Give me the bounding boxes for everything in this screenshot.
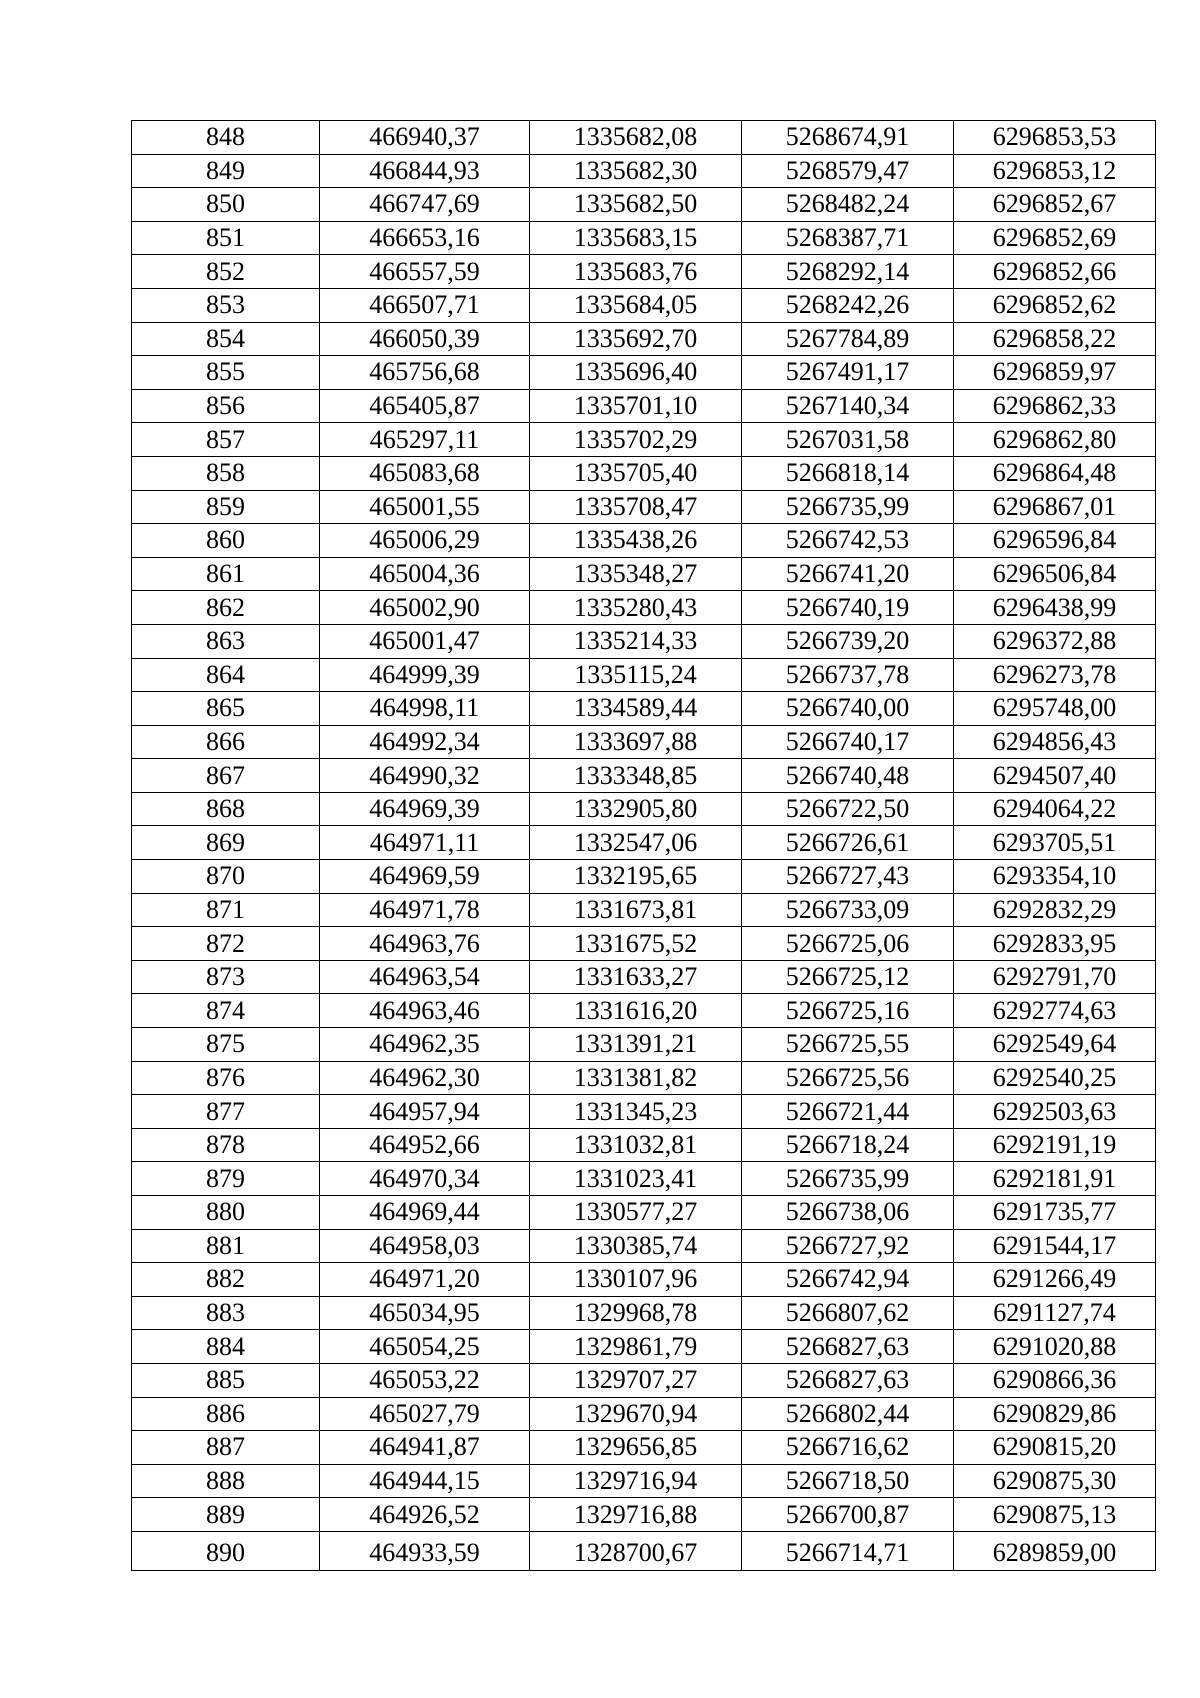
point-number-cell: 888 <box>132 1464 320 1498</box>
point-number-cell: 886 <box>132 1397 320 1431</box>
coord-b-cell: 1335348,27 <box>530 557 742 591</box>
coord-c-cell: 5266735,99 <box>742 1162 954 1196</box>
coord-c-cell: 5266802,44 <box>742 1397 954 1431</box>
table-row <box>132 860 1156 894</box>
coord-b-cell: 1335702,29 <box>530 423 742 457</box>
coord-a-cell: 465756,68 <box>320 356 530 390</box>
coord-b-cell: 1331391,21 <box>530 1028 742 1062</box>
table-row <box>132 658 1156 692</box>
table-row <box>132 154 1156 188</box>
point-number-cell: 884 <box>132 1330 320 1364</box>
table-row <box>132 1263 1156 1297</box>
coord-a-cell: 465083,68 <box>320 456 530 490</box>
coord-b-cell: 1330107,96 <box>530 1263 742 1297</box>
coord-b-cell: 1335708,47 <box>530 490 742 524</box>
table-row <box>132 1028 1156 1062</box>
coord-b-cell: 1330577,27 <box>530 1196 742 1230</box>
coord-b-cell: 1335438,26 <box>530 524 742 558</box>
coord-d-cell: 6296273,78 <box>954 658 1156 692</box>
coord-d-cell: 6292774,63 <box>954 994 1156 1028</box>
coord-b-cell: 1334589,44 <box>530 692 742 726</box>
coord-a-cell: 464963,76 <box>320 927 530 961</box>
coord-d-cell: 6296372,88 <box>954 624 1156 658</box>
coord-c-cell: 5266725,06 <box>742 927 954 961</box>
coord-b-cell: 1331616,20 <box>530 994 742 1028</box>
coord-b-cell: 1331023,41 <box>530 1162 742 1196</box>
coord-b-cell: 1331675,52 <box>530 927 742 961</box>
table-row <box>132 288 1156 322</box>
coord-a-cell: 464969,59 <box>320 860 530 894</box>
coord-d-cell: 6296859,97 <box>954 356 1156 390</box>
coord-d-cell: 6289859,00 <box>954 1531 1156 1570</box>
coord-c-cell: 5267491,17 <box>742 356 954 390</box>
point-number-cell: 855 <box>132 356 320 390</box>
table-row <box>132 221 1156 255</box>
coord-c-cell: 5266818,14 <box>742 456 954 490</box>
coord-c-cell: 5266716,62 <box>742 1431 954 1465</box>
table-row <box>132 692 1156 726</box>
coord-d-cell: 6291266,49 <box>954 1263 1156 1297</box>
table-row <box>132 725 1156 759</box>
coord-d-cell: 6291020,88 <box>954 1330 1156 1364</box>
coord-a-cell: 464952,66 <box>320 1128 530 1162</box>
point-number-cell: 871 <box>132 893 320 927</box>
coord-a-cell: 465054,25 <box>320 1330 530 1364</box>
coord-c-cell: 5266718,24 <box>742 1128 954 1162</box>
table-row <box>132 255 1156 289</box>
table-row <box>132 1095 1156 1129</box>
coord-b-cell: 1332195,65 <box>530 860 742 894</box>
point-number-cell: 848 <box>132 121 320 155</box>
coord-b-cell: 1329670,94 <box>530 1397 742 1431</box>
coord-a-cell: 466557,59 <box>320 255 530 289</box>
coord-c-cell: 5266735,99 <box>742 490 954 524</box>
point-number-cell: 859 <box>132 490 320 524</box>
coord-c-cell: 5266725,16 <box>742 994 954 1028</box>
coord-d-cell: 6292832,29 <box>954 893 1156 927</box>
coord-a-cell: 464971,78 <box>320 893 530 927</box>
table-row <box>132 1464 1156 1498</box>
coord-b-cell: 1333697,88 <box>530 725 742 759</box>
coord-a-cell: 464998,11 <box>320 692 530 726</box>
coord-c-cell: 5266733,09 <box>742 893 954 927</box>
coord-b-cell: 1335683,15 <box>530 221 742 255</box>
coord-b-cell: 1331345,23 <box>530 1095 742 1129</box>
coord-a-cell: 465001,47 <box>320 624 530 658</box>
point-number-cell: 890 <box>132 1531 320 1570</box>
coord-c-cell: 5266725,55 <box>742 1028 954 1062</box>
point-number-cell: 875 <box>132 1028 320 1062</box>
coord-a-cell: 465002,90 <box>320 591 530 625</box>
coord-a-cell: 465004,36 <box>320 557 530 591</box>
coord-c-cell: 5266807,62 <box>742 1296 954 1330</box>
table-row <box>132 591 1156 625</box>
coord-b-cell: 1335682,50 <box>530 188 742 222</box>
point-number-cell: 865 <box>132 692 320 726</box>
coord-c-cell: 5266721,44 <box>742 1095 954 1129</box>
table-row <box>132 927 1156 961</box>
coord-c-cell: 5266738,06 <box>742 1196 954 1230</box>
coord-d-cell: 6296853,53 <box>954 121 1156 155</box>
point-number-cell: 857 <box>132 423 320 457</box>
coord-a-cell: 464963,54 <box>320 960 530 994</box>
coord-a-cell: 464970,34 <box>320 1162 530 1196</box>
coord-c-cell: 5268387,71 <box>742 221 954 255</box>
coord-d-cell: 6294856,43 <box>954 725 1156 759</box>
coord-b-cell: 1335214,33 <box>530 624 742 658</box>
point-number-cell: 872 <box>132 927 320 961</box>
coord-d-cell: 6292191,19 <box>954 1128 1156 1162</box>
coord-d-cell: 6295748,00 <box>954 692 1156 726</box>
coord-d-cell: 6293354,10 <box>954 860 1156 894</box>
coord-c-cell: 5266740,48 <box>742 759 954 793</box>
point-number-cell: 866 <box>132 725 320 759</box>
coord-a-cell: 466940,37 <box>320 121 530 155</box>
coord-b-cell: 1333348,85 <box>530 759 742 793</box>
coord-b-cell: 1335280,43 <box>530 591 742 625</box>
coord-d-cell: 6296852,66 <box>954 255 1156 289</box>
coord-a-cell: 464958,03 <box>320 1229 530 1263</box>
coord-c-cell: 5266827,63 <box>742 1363 954 1397</box>
coord-c-cell: 5266725,12 <box>742 960 954 994</box>
coord-d-cell: 6294507,40 <box>954 759 1156 793</box>
table-row <box>132 423 1156 457</box>
coord-d-cell: 6292503,63 <box>954 1095 1156 1129</box>
point-number-cell: 853 <box>132 288 320 322</box>
coord-a-cell: 466050,39 <box>320 322 530 356</box>
point-number-cell: 876 <box>132 1061 320 1095</box>
table-row <box>132 1397 1156 1431</box>
coord-c-cell: 5266725,56 <box>742 1061 954 1095</box>
coord-b-cell: 1329968,78 <box>530 1296 742 1330</box>
coord-a-cell: 464990,32 <box>320 759 530 793</box>
point-number-cell: 860 <box>132 524 320 558</box>
point-number-cell: 889 <box>132 1498 320 1532</box>
coord-b-cell: 1335682,30 <box>530 154 742 188</box>
coord-c-cell: 5266722,50 <box>742 792 954 826</box>
coord-d-cell: 6292833,95 <box>954 927 1156 961</box>
point-number-cell: 879 <box>132 1162 320 1196</box>
coord-b-cell: 1335701,10 <box>530 389 742 423</box>
coord-b-cell: 1335692,70 <box>530 322 742 356</box>
coord-a-cell: 464963,46 <box>320 994 530 1028</box>
point-number-cell: 882 <box>132 1263 320 1297</box>
point-number-cell: 878 <box>132 1128 320 1162</box>
point-number-cell: 867 <box>132 759 320 793</box>
coord-b-cell: 1332905,80 <box>530 792 742 826</box>
coord-a-cell: 465034,95 <box>320 1296 530 1330</box>
table-row <box>132 1061 1156 1095</box>
coord-a-cell: 466747,69 <box>320 188 530 222</box>
table-row <box>132 356 1156 390</box>
table-row <box>132 1296 1156 1330</box>
coord-d-cell: 6291127,74 <box>954 1296 1156 1330</box>
coord-c-cell: 5268292,14 <box>742 255 954 289</box>
coord-c-cell: 5267031,58 <box>742 423 954 457</box>
coord-b-cell: 1330385,74 <box>530 1229 742 1263</box>
coord-d-cell: 6294064,22 <box>954 792 1156 826</box>
coord-d-cell: 6292791,70 <box>954 960 1156 994</box>
table-row <box>132 557 1156 591</box>
coord-d-cell: 6296862,80 <box>954 423 1156 457</box>
table-row <box>132 1431 1156 1465</box>
coord-c-cell: 5266742,53 <box>742 524 954 558</box>
table-row <box>132 893 1156 927</box>
coord-c-cell: 5266700,87 <box>742 1498 954 1532</box>
table-row <box>132 1498 1156 1532</box>
coord-d-cell: 6291544,17 <box>954 1229 1156 1263</box>
point-number-cell: 887 <box>132 1431 320 1465</box>
coord-b-cell: 1331633,27 <box>530 960 742 994</box>
point-number-cell: 850 <box>132 188 320 222</box>
coord-b-cell: 1329656,85 <box>530 1431 742 1465</box>
table-row <box>132 1162 1156 1196</box>
coord-a-cell: 465053,22 <box>320 1363 530 1397</box>
coord-c-cell: 5266742,94 <box>742 1263 954 1297</box>
coord-a-cell: 465001,55 <box>320 490 530 524</box>
point-number-cell: 851 <box>132 221 320 255</box>
point-number-cell: 873 <box>132 960 320 994</box>
coord-a-cell: 464941,87 <box>320 1431 530 1465</box>
coord-d-cell: 6296596,84 <box>954 524 1156 558</box>
coord-d-cell: 6290815,20 <box>954 1431 1156 1465</box>
coord-d-cell: 6292549,64 <box>954 1028 1156 1062</box>
coord-d-cell: 6290866,36 <box>954 1363 1156 1397</box>
point-number-cell: 854 <box>132 322 320 356</box>
coord-d-cell: 6292181,91 <box>954 1162 1156 1196</box>
coord-c-cell: 5268482,24 <box>742 188 954 222</box>
table-row <box>132 188 1156 222</box>
coord-c-cell: 5268579,47 <box>742 154 954 188</box>
table-row <box>132 792 1156 826</box>
table-row <box>132 994 1156 1028</box>
coord-c-cell: 5267140,34 <box>742 389 954 423</box>
coord-a-cell: 464962,30 <box>320 1061 530 1095</box>
coord-a-cell: 464962,35 <box>320 1028 530 1062</box>
table-row <box>132 1330 1156 1364</box>
coord-b-cell: 1331032,81 <box>530 1128 742 1162</box>
coord-a-cell: 464926,52 <box>320 1498 530 1532</box>
table-row <box>132 1196 1156 1230</box>
table-row <box>132 1229 1156 1263</box>
coord-b-cell: 1329707,27 <box>530 1363 742 1397</box>
table-row <box>132 1363 1156 1397</box>
coord-b-cell: 1329716,88 <box>530 1498 742 1532</box>
point-number-cell: 869 <box>132 826 320 860</box>
coord-a-cell: 464999,39 <box>320 658 530 692</box>
point-number-cell: 858 <box>132 456 320 490</box>
coord-b-cell: 1335696,40 <box>530 356 742 390</box>
coord-c-cell: 5266740,00 <box>742 692 954 726</box>
table-row <box>132 121 1156 155</box>
coord-d-cell: 6293705,51 <box>954 826 1156 860</box>
point-number-cell: 885 <box>132 1363 320 1397</box>
coord-d-cell: 6291735,77 <box>954 1196 1156 1230</box>
coord-d-cell: 6296852,69 <box>954 221 1156 255</box>
coord-c-cell: 5266718,50 <box>742 1464 954 1498</box>
coordinates-table <box>131 120 1156 1571</box>
coord-a-cell: 466507,71 <box>320 288 530 322</box>
coord-c-cell: 5266737,78 <box>742 658 954 692</box>
point-number-cell: 868 <box>132 792 320 826</box>
coord-a-cell: 464971,11 <box>320 826 530 860</box>
table-row <box>132 759 1156 793</box>
coord-d-cell: 6296506,84 <box>954 557 1156 591</box>
coord-c-cell: 5266741,20 <box>742 557 954 591</box>
point-number-cell: 862 <box>132 591 320 625</box>
point-number-cell: 863 <box>132 624 320 658</box>
coord-b-cell: 1335683,76 <box>530 255 742 289</box>
coord-d-cell: 6296867,01 <box>954 490 1156 524</box>
table-row <box>132 1128 1156 1162</box>
coord-a-cell: 464933,59 <box>320 1531 530 1570</box>
point-number-cell: 856 <box>132 389 320 423</box>
coord-b-cell: 1329716,94 <box>530 1464 742 1498</box>
table-row <box>132 960 1156 994</box>
point-number-cell: 880 <box>132 1196 320 1230</box>
coord-c-cell: 5266827,63 <box>742 1330 954 1364</box>
coord-a-cell: 465027,79 <box>320 1397 530 1431</box>
coordinates-table-body <box>132 121 1156 1571</box>
coord-c-cell: 5267784,89 <box>742 322 954 356</box>
coord-a-cell: 465006,29 <box>320 524 530 558</box>
coord-c-cell: 5268674,91 <box>742 121 954 155</box>
table-row <box>132 389 1156 423</box>
coord-a-cell: 466844,93 <box>320 154 530 188</box>
coord-a-cell: 465405,87 <box>320 389 530 423</box>
coord-d-cell: 6296852,62 <box>954 288 1156 322</box>
table-row <box>132 1531 1156 1570</box>
coord-c-cell: 5266739,20 <box>742 624 954 658</box>
coord-d-cell: 6296852,67 <box>954 188 1156 222</box>
coord-b-cell: 1335115,24 <box>530 658 742 692</box>
coord-a-cell: 464957,94 <box>320 1095 530 1129</box>
coord-c-cell: 5268242,26 <box>742 288 954 322</box>
coord-c-cell: 5266726,61 <box>742 826 954 860</box>
coord-b-cell: 1332547,06 <box>530 826 742 860</box>
point-number-cell: 849 <box>132 154 320 188</box>
table-row <box>132 826 1156 860</box>
table-row <box>132 456 1156 490</box>
coord-c-cell: 5266727,92 <box>742 1229 954 1263</box>
coord-d-cell: 6290829,86 <box>954 1397 1156 1431</box>
point-number-cell: 852 <box>132 255 320 289</box>
coord-d-cell: 6296438,99 <box>954 591 1156 625</box>
coord-c-cell: 5266740,19 <box>742 591 954 625</box>
coord-c-cell: 5266714,71 <box>742 1531 954 1570</box>
coord-b-cell: 1331673,81 <box>530 893 742 927</box>
point-number-cell: 883 <box>132 1296 320 1330</box>
coord-c-cell: 5266727,43 <box>742 860 954 894</box>
point-number-cell: 877 <box>132 1095 320 1129</box>
point-number-cell: 881 <box>132 1229 320 1263</box>
table-row <box>132 524 1156 558</box>
coord-c-cell: 5266740,17 <box>742 725 954 759</box>
coord-b-cell: 1328700,67 <box>530 1531 742 1570</box>
point-number-cell: 864 <box>132 658 320 692</box>
coord-d-cell: 6290875,13 <box>954 1498 1156 1532</box>
coord-d-cell: 6296853,12 <box>954 154 1156 188</box>
coord-d-cell: 6290875,30 <box>954 1464 1156 1498</box>
coord-a-cell: 464992,34 <box>320 725 530 759</box>
coord-d-cell: 6296858,22 <box>954 322 1156 356</box>
coord-a-cell: 466653,16 <box>320 221 530 255</box>
point-number-cell: 870 <box>132 860 320 894</box>
coord-b-cell: 1329861,79 <box>530 1330 742 1364</box>
coord-a-cell: 465297,11 <box>320 423 530 457</box>
coord-a-cell: 464971,20 <box>320 1263 530 1297</box>
coord-b-cell: 1335684,05 <box>530 288 742 322</box>
coord-d-cell: 6296864,48 <box>954 456 1156 490</box>
coord-a-cell: 464944,15 <box>320 1464 530 1498</box>
table-row <box>132 624 1156 658</box>
coord-d-cell: 6296862,33 <box>954 389 1156 423</box>
coord-a-cell: 464969,44 <box>320 1196 530 1230</box>
coord-a-cell: 464969,39 <box>320 792 530 826</box>
table-row <box>132 322 1156 356</box>
coord-b-cell: 1331381,82 <box>530 1061 742 1095</box>
coord-b-cell: 1335705,40 <box>530 456 742 490</box>
point-number-cell: 874 <box>132 994 320 1028</box>
coord-b-cell: 1335682,08 <box>530 121 742 155</box>
coord-d-cell: 6292540,25 <box>954 1061 1156 1095</box>
point-number-cell: 861 <box>132 557 320 591</box>
table-row <box>132 490 1156 524</box>
